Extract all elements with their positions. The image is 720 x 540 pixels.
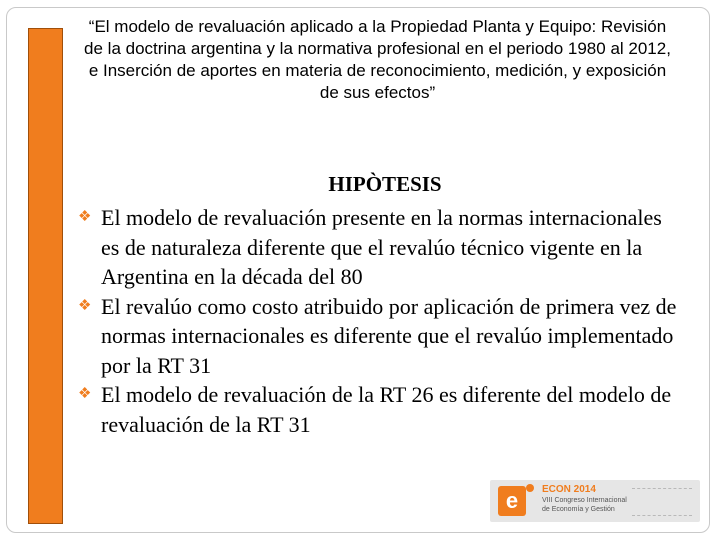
logo-decoration [632,488,692,516]
diamond-bullet-icon: ❖ [78,209,92,225]
list-item [78,380,678,439]
diamond-bullet-icon: ❖ [78,386,92,402]
logo-line-1: VIII Congreso Internacional [542,497,627,504]
accent-bar [28,28,63,524]
logo-dot-icon [526,484,534,492]
hypothesis-heading: HIPÒTESIS [328,172,442,196]
list-item [78,292,678,381]
econ-logo [490,480,700,522]
bullet-text: El modelo de revaluación de la RT 26 es diferente del modelo de revaluación de la RT 31 [101,382,672,437]
list-item [78,203,678,292]
logo-mark-icon: e [498,486,526,516]
logo-line-2: de Economía y Gestión [542,506,615,513]
bullet-text: El modelo de revaluación presente en la normas internacionales es de naturaleza diferente que el revalúo técnico vigente en la Argentina en la década del 80 [101,205,662,289]
bullet-text: El revalúo como costo atribuido por aplicación de primera vez de normas internacionales es diferente que el revalúo implementado por la RT 31 [101,293,677,378]
slide-title: “El modelo de revaluación aplicado a la Propiedad Planta y Equipo: Revisión de la doctrina argentina y la normativa profesional en el periodo 1980 al 2012, e Inserción de aportes en materia de reconocimiento, medición, y exposición de sus efectos” [84,17,671,102]
hypothesis-list [78,203,678,439]
diamond-bullet-icon: ❖ [78,297,92,314]
logo-title: ECON 2014 [542,484,596,495]
